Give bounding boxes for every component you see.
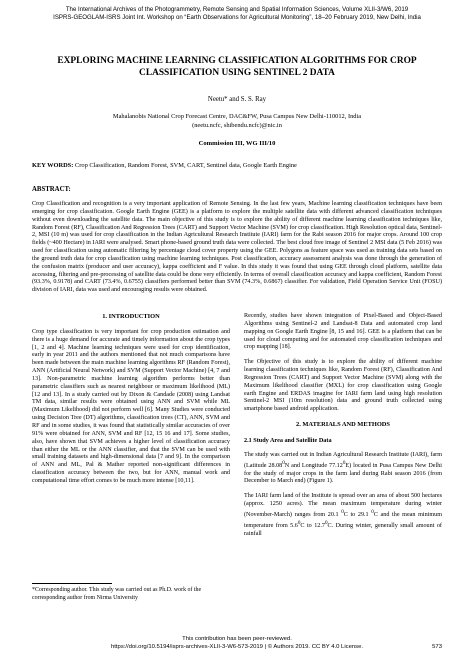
- footnote-divider: [32, 583, 112, 584]
- study-area-heading: 2.1 Study Area and Satellite Data: [244, 436, 332, 444]
- doi-license: https://doi.org/10.5194/isprs-archives-XLII-3-W6-573-2019 | © Authors 2019. CC BY 4.0 License.: [111, 643, 363, 650]
- study-area-paragraph-2: The IARI farm land of the Institute is spread over an area of about 500 hectares (approx. 1250 acres). The mean maximum temperature during winter (November-March) ranges from 20.1 $^0$C to 29.1 $^0$C and the mean minimum temperature from $5.6^0C$ to 12.7$^0$C. During winter, generally small amount of rainfall: [244, 493, 442, 537]
- header-line-2: ISPRS-GEOGLAM-ISRS Joint Int. Workshop on “Earth Observations for Agricultural Monitoring”, 18–20 February 2019, New Delhi, India: [53, 14, 421, 21]
- materials-methods-heading: 2. MATERIALS AND METHODS: [296, 421, 390, 429]
- affiliation: [0, 112, 474, 130]
- page-number: 573: [432, 643, 442, 650]
- title-line-2: CLASSIFICATION USING SENTINEL 2 DATA: [139, 68, 335, 78]
- introduction-paragraph-2: Recently, studies have shown integration of Pixel-Based and Object-Based Algorithms using Sentinel-2 and Landsat-8 Data and automated crop land mapping on Google Earth Engine [8, 15 and 16]. GEE is a platform that can be used for cloud computing and for automated crop classification techniques and crop mapping [18].: [244, 313, 442, 351]
- commission: Commission III, WG III/10: [198, 140, 276, 147]
- footnote: *Corresponding author. This study was carried out as Ph.D. work of the corresponding author from Nirma University: [32, 587, 202, 601]
- affiliation-email: (neetu.ncfc, shibendu.ncfc)@nic.in: [192, 122, 282, 129]
- authors: Neetu* and S. S. Ray: [207, 96, 267, 103]
- keywords-label: KEY WORDS:: [32, 162, 74, 169]
- abstract-text: Crop Classification and recognition is a very important application of Remote Sensing. In the last few years, Machine learning classification techniques have been emerging for crop classification. Google Earth Engine (GEE) is a platform to explore the multiple satellite data with different advanced classification techniques without even downloading the satellite data. The main objective of this study is to explore the ability of different machine learning classification techniques like, Random Forest (RF), Classification And Regression Trees (CART) and Support Vector Machine (SVM) for crop classification. High Resolution optical data, Sentinel-2, MSI (10 m) was used for crop classification in the Indian Agricultural Research Institute (IARI) farm for the Rabi season 2016 for major crops. Around 100 crop fields (~400 Hectare) in IARI were analysed. Smart phone-based ground truth data were collected. The best cloud free image of Sentinel 2 MSI data (5 Feb 2016) was used for classification using automatic filtering by percentage cloud cover property using the GEE. Polygons as feature space was used as training data sets based on the ground truth data for crop classification using machine learning techniques. Post classification, accuracy assessment analysis was done through the generation of the confusion matrix (producer and user accuracy), kappa coefficient and F value. In this study it was found that using GEE through cloud platform, satellite data accessing, filtering and pre-processing of satellite data could be done very efficiently. In terms of overall classification accuracy and kappa coefficient, Random Forest (93.3%, 0.9178) and CART (73.4%, 0.6755) classifiers performed better than SVM (74.3%, 0.6867) classifier. For validation, Field Operation Service Unit (FOSU) division of IARI, data was used and encouraging results were obtained.: [32, 201, 442, 294]
- introduction-heading: 1. INTRODUCTION: [102, 313, 160, 320]
- study-area-paragraph-1: The study was carried out in Indian Agricultural Research Institute (IARI), farm (Latitude 28.08$^0$N and Longitude 77.12$^0$E) located in Pusa Campus New Delhi for the study of major crops in the farm land during Rabi season 2016 (from December to March end) (Figure 1).: [244, 451, 443, 485]
- peer-review-note: This contribution has been peer-reviewed.: [182, 636, 292, 642]
- keywords: [32, 162, 442, 170]
- title-line-1: EXPLORING MACHINE LEARNING CLASSIFICATION ALGORITHMS FOR CROP: [57, 56, 417, 66]
- running-header: [0, 6, 474, 22]
- right-column: [244, 313, 442, 546]
- abstract-heading: ABSTRACT:: [32, 186, 71, 193]
- keywords-text: Crop Classification, Random Forest, SVM, CART, Sentinel data, Google Earth Engine: [74, 162, 297, 169]
- left-column: [32, 313, 230, 493]
- header-line-1: The International Archives of the Photogrammetry, Remote Sensing and Spatial Information Sciences, Volume XLII-3/W6, 2019: [65, 6, 409, 13]
- paper-title: [28, 55, 446, 79]
- introduction-paragraph-3: The Objective of this study is to explore the ability of different machine learning classification techniques like, Random Forest (RF), Classification And Regression Trees (CART) and Support Vector Machine (SVM) along with the Maximum likelihood classifier (MXL) for crop classification using Google earth Engine and ERDAS imagine for IARI farm land using high resolution Sentinel-2 MSI (10m resolution) data and ground truth collected using smartphone based android application.: [244, 359, 442, 413]
- running-footer: [0, 636, 474, 651]
- introduction-paragraph-1: Crop type classification is very important for crop production estimation and there is a huge demand for accurate and timely information about the crop types [1, 2 and 4]. Machine learning techniques were used for crop identification, early in year 2011 and the authors mentioned that not much comparisons have been made between the main machine learning algorithms RF (Random Forest), ANN (Artificial Neural Network) and SVM (Support Vector Machine) [4, 7 and 13]. Non-parametric machine learning algorithm performs better than parametric classifiers such as nearest neighbour or maximum likelihood (ML) [12 and 13]. In a study carried out by Dixon & Candade (2008) using Landsat TM data, similar results were obtained using ANN and SVM while ML (Maximum Likelihood) did not perform well [6]. Many Studies were conducted using Decision Tree (DT) algorithms, classification trees (CT), ANN, SVM and RF and in some studies, it was found that statistically similar accuracies of over 91% were obtained for ANN, SVM and RF [12, 15 16 and 17]. Some studies, also, have shown that SVM achieves a higher level of classification accuracy than either the ML or the ANN classifier, and that the SVM can be used with small training datasets and high-dimensional data [7 and 9]. In the comparison of ANN and ML, Pal & Mather reported non-significant differences in classification accuracy between the two, but for ANN, manual work and computational time effort comes to be much more intense [10,11].: [32, 328, 230, 484]
- affiliation-line-1: Mahalanobis National Crop Forecast Centre, DAC&FW, Pusa Campus New Delhi-110012, India: [112, 113, 362, 120]
